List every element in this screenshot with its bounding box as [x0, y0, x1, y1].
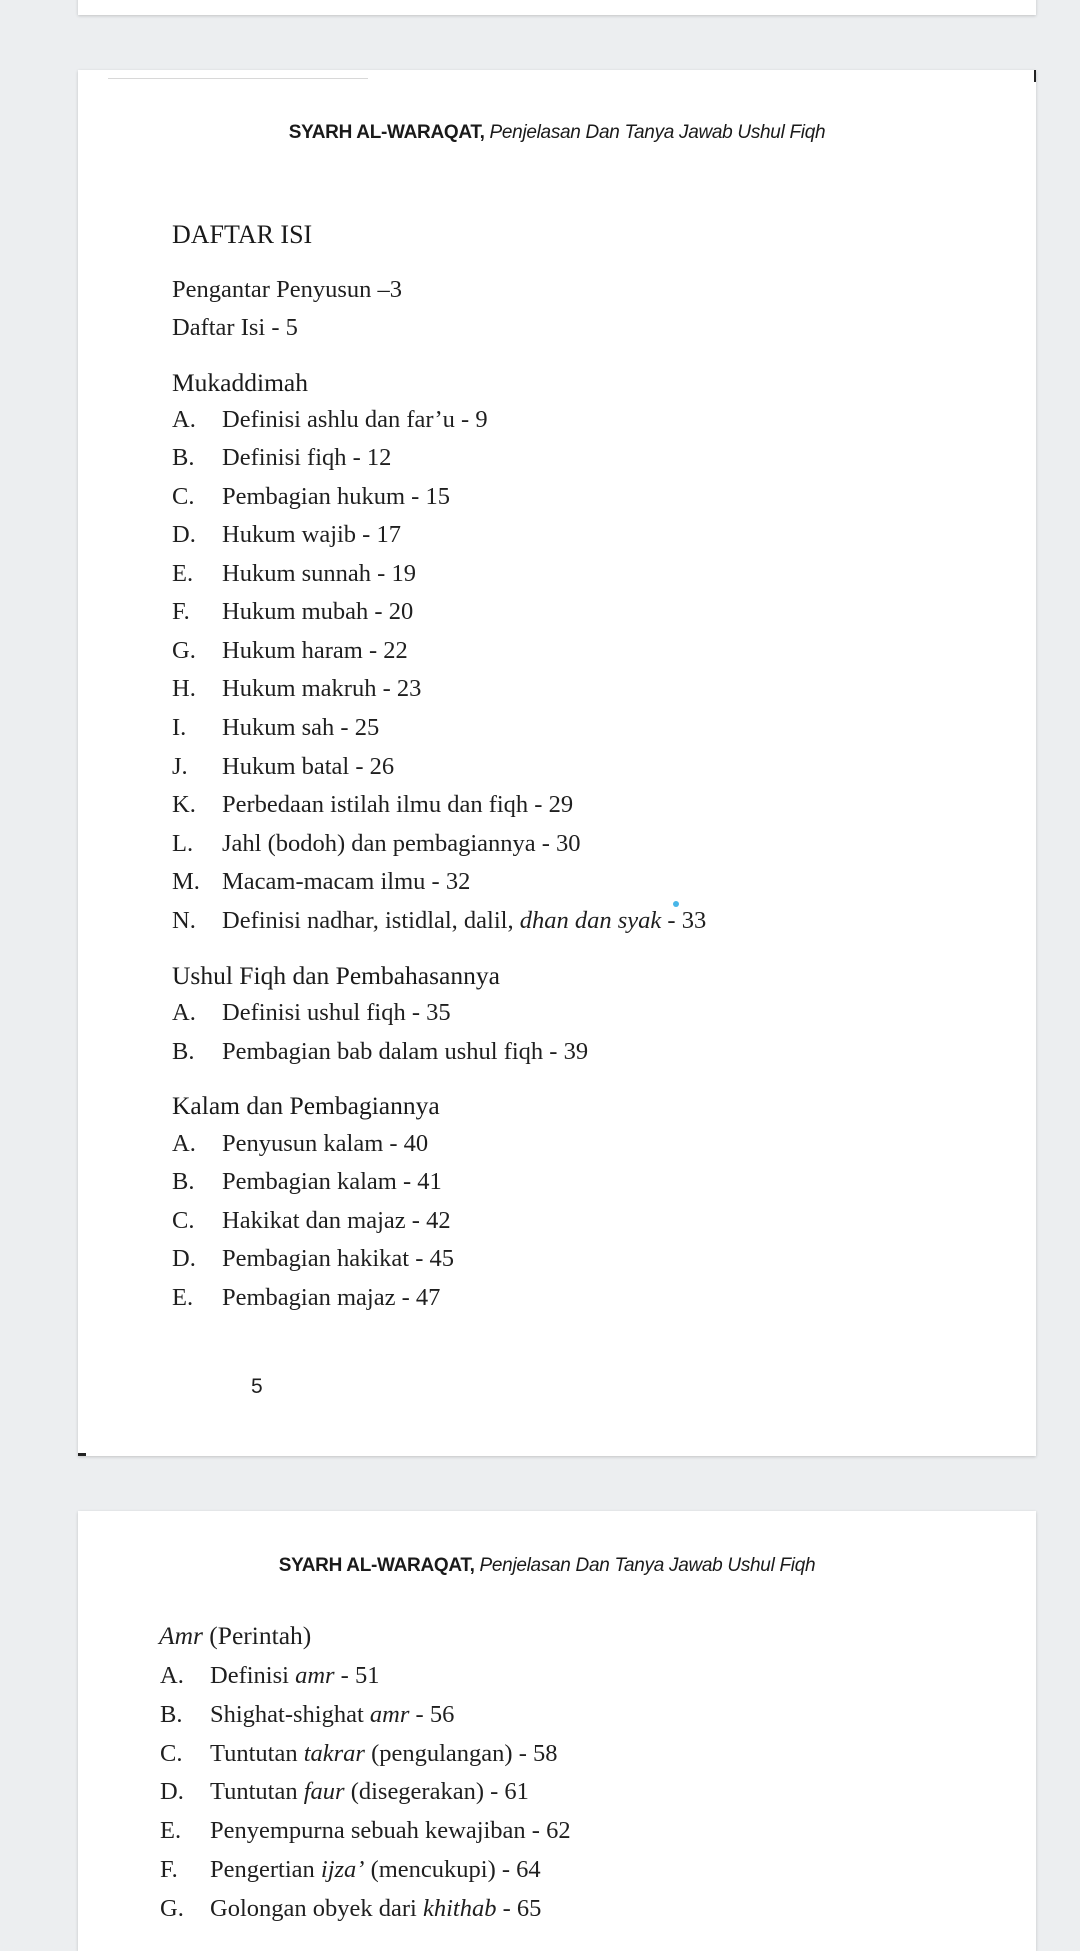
toc-item-letter: C. [172, 1207, 195, 1234]
front-matter-line: Pengantar Penyusun –3 [172, 276, 402, 303]
toc-item-text: Pembagian bab dalam ushul fiqh - 39 [222, 1038, 589, 1065]
toc-item-letter: F. [160, 1856, 178, 1883]
section-title-amr [159, 1621, 311, 1651]
toc-item-text [210, 1701, 454, 1729]
toc-item-text [210, 1856, 541, 1884]
toc-item-letter: I. [172, 714, 187, 741]
toc-item-text-part: - 33 [661, 907, 707, 934]
section-title-italic-term: Amr [159, 1621, 203, 1650]
toc-item-letter: D. [172, 1245, 196, 1272]
toc-item-text-part: (disegerakan) - 61 [344, 1778, 529, 1805]
page-edge-mark [78, 1453, 86, 1456]
toc-item-italic-term: dhan dan syak [513, 907, 662, 934]
previous-page-fragment [78, 0, 1036, 15]
document-page-6 [78, 1511, 1036, 1951]
document-page-5 [78, 70, 1036, 1456]
toc-item-letter: F. [172, 598, 190, 625]
page-number: 5 [251, 1375, 263, 1398]
toc-item-text: Hukum sah - 25 [222, 714, 380, 741]
toc-item-letter: J. [172, 753, 188, 780]
toc-item-text-part: - 65 [496, 1895, 542, 1922]
toc-item-text-part: - 51 [334, 1662, 380, 1689]
section-title-ushul-fiqh: Ushul Fiqh dan Pembahasannya [172, 961, 500, 990]
toc-item-letter: A. [172, 1130, 196, 1157]
section-title-mukaddimah: Mukaddimah [172, 368, 308, 397]
toc-item-letter: B. [172, 444, 195, 471]
toc-item-text-part: Tuntutan [210, 1778, 304, 1805]
toc-item-letter: D. [160, 1778, 184, 1805]
running-header [78, 122, 1036, 144]
toc-item-text: Definisi ushul fiqh - 35 [222, 999, 451, 1026]
toc-item-letter: C. [172, 483, 195, 510]
toc-item-text: Pembagian majaz - 47 [222, 1284, 441, 1311]
toc-item-text-part: Golongan obyek dari [210, 1895, 423, 1922]
toc-item-text: Penyusun kalam - 40 [222, 1130, 429, 1157]
toc-item-text: Hukum makruh - 23 [222, 675, 422, 702]
toc-item-text-part: (mencukupi) - 64 [364, 1856, 541, 1883]
toc-item-text [222, 907, 706, 935]
toc-item-letter: L. [172, 830, 194, 857]
toc-item-letter: K. [172, 791, 196, 818]
toc-item-italic-term: amr [295, 1662, 335, 1689]
toc-item-text [210, 1662, 379, 1690]
annotation-dot [673, 901, 679, 907]
toc-item-text: Pembagian hakikat - 45 [222, 1245, 455, 1272]
toc-heading: DAFTAR ISI [172, 220, 313, 249]
toc-item-italic-term: amr [369, 1701, 410, 1728]
front-matter-line: Daftar Isi - 5 [172, 314, 298, 341]
toc-item-letter: A. [160, 1662, 184, 1689]
header-book-title: SYARH AL-WARAQAT, [278, 1555, 475, 1576]
toc-item-text: Penyempurna sebuah kewajiban - 62 [210, 1817, 571, 1844]
toc-item-letter: N. [172, 907, 196, 934]
header-subtitle: Penjelasan Dan Tanya Jawab Ushul Fiqh [484, 122, 826, 143]
toc-item-italic-term: faur [303, 1778, 345, 1805]
toc-item-text [210, 1778, 529, 1806]
toc-item-text: Hukum haram - 22 [222, 637, 408, 664]
scan-artifact-line [108, 78, 368, 79]
toc-item-letter: A. [172, 999, 196, 1026]
toc-item-letter: H. [172, 675, 196, 702]
toc-item-letter: G. [172, 637, 196, 664]
toc-item-text: Hukum batal - 26 [222, 753, 395, 780]
toc-item-text: Jahl (bodoh) dan pembagiannya - 30 [222, 830, 581, 857]
toc-item-text: Hukum mubah - 20 [222, 598, 414, 625]
toc-item-text [210, 1740, 558, 1768]
toc-item-text: Definisi ashlu dan far’u - 9 [222, 406, 488, 433]
toc-item-text-part: Definisi nadhar, istidlal, dalil, [222, 907, 514, 934]
toc-item-text-part: Definisi [210, 1662, 296, 1689]
running-header [78, 1555, 1036, 1577]
section-title-kalam: Kalam dan Pembagiannya [172, 1091, 440, 1120]
toc-item-text-part: Shighat-shighat [210, 1701, 370, 1728]
toc-item-letter: B. [160, 1701, 183, 1728]
toc-item-text: Hakikat dan majaz - 42 [222, 1207, 451, 1234]
toc-item-letter: D. [172, 521, 196, 548]
page-edge-mark [1034, 70, 1036, 82]
toc-item-text: Pembagian kalam - 41 [222, 1168, 442, 1195]
toc-item-text: Hukum wajib - 17 [222, 521, 401, 548]
toc-item-text: Perbedaan istilah ilmu dan fiqh - 29 [222, 791, 574, 818]
toc-item-text-part: (pengulangan) - 58 [364, 1740, 558, 1767]
toc-item-text: Definisi fiqh - 12 [222, 444, 392, 471]
section-title-rest: (Perintah) [202, 1621, 312, 1650]
toc-item-italic-term: takrar [303, 1740, 365, 1767]
toc-item-text: Pembagian hukum - 15 [222, 483, 450, 510]
toc-item-letter: E. [172, 560, 194, 587]
toc-item-letter: A. [172, 406, 196, 433]
toc-item-letter: B. [172, 1168, 195, 1195]
toc-item-italic-term: khithab [422, 1895, 497, 1922]
toc-item-letter: E. [172, 1284, 194, 1311]
toc-item-letter: G. [160, 1895, 184, 1922]
toc-item-italic-term: ijza’ [320, 1856, 365, 1883]
toc-item-letter: C. [160, 1740, 183, 1767]
header-subtitle: Penjelasan Dan Tanya Jawab Ushul Fiqh [474, 1555, 816, 1576]
toc-item-text: Macam-macam ilmu - 32 [222, 868, 471, 895]
header-book-title: SYARH AL-WARAQAT, [288, 122, 485, 143]
toc-item-text-part: Tuntutan [210, 1740, 304, 1767]
toc-item-letter: E. [160, 1817, 182, 1844]
toc-item-letter: B. [172, 1038, 195, 1065]
toc-item-letter: M. [172, 868, 200, 895]
toc-item-text-part: - 56 [409, 1701, 455, 1728]
toc-item-text-part: Pengertian [210, 1856, 321, 1883]
toc-item-text: Hukum sunnah - 19 [222, 560, 416, 587]
toc-item-text [210, 1895, 541, 1923]
